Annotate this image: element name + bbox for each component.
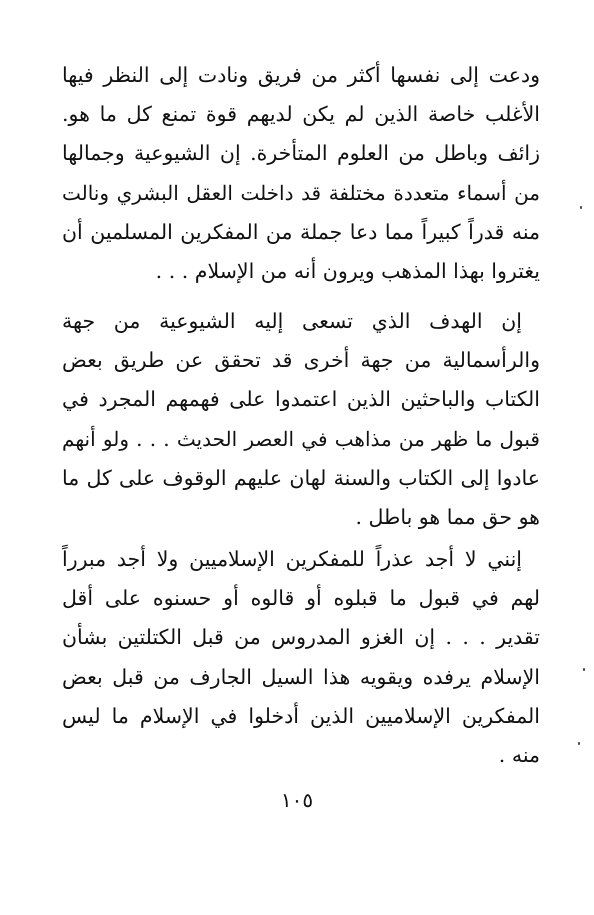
scan-speck	[583, 668, 585, 671]
text-line: إنني لا أجد عذراً للمفكرين الإسلاميين ولا أجد مبرراً	[62, 547, 522, 571]
paragraph-2	[62, 302, 540, 537]
text-line: لهم في قبول ما قبلوه أو قالوه أو حسنوه على أقل	[62, 586, 540, 611]
text-line: الأغلب خاصة الذين لم يكن لديهم قوة تمنع كل ما هو.	[62, 102, 540, 127]
text-line: ودعت إلى نفسها أكثر من فريق ونادت إلى النظر فيها	[62, 63, 540, 87]
text-line: إن الهدف الذي تسعى إليه الشيوعية من جهة	[62, 309, 522, 333]
text-line: عادوا إلى الكتاب والسنة لهان عليهم الوقوف على كل ما	[62, 465, 540, 490]
text-line: قبول ما ظهر من مذاهب في العصر الحديث . . . ولو أنهم	[62, 426, 540, 451]
text-line: والرأسمالية من جهة أخرى قد تحقق عن طريق بعض	[62, 348, 540, 373]
text-line: يغتروا بهذا المذهب ويرون أنه من الإسلام . . .	[155, 258, 540, 283]
page-number: ١٠٥	[280, 788, 314, 812]
paragraph-3	[62, 540, 540, 775]
text-line: منه قدراً كبيراً مما دعا جملة من المفكرين المسلمين أن	[62, 219, 540, 244]
text-line: زائف وباطل من العلوم المتأخرة. إن الشيوعية وجمالها	[62, 141, 540, 166]
text-line: المفكرين الإسلاميين الذين أدخلوا في الإسلام ما ليس	[62, 703, 540, 728]
scan-speck	[578, 742, 580, 745]
paragraph-1	[62, 56, 540, 291]
text-line: تقدير . . . إن الغزو المدروس من قبل الكتلتين بشأن	[62, 625, 540, 650]
text-line: هو حق مما هو باطل .	[355, 504, 540, 529]
text-line: منه .	[498, 742, 540, 767]
text-line: الإسلام يرفده ويقويه هذا السيل الجارف من قبل بعض	[62, 664, 540, 689]
scan-speck	[580, 206, 582, 209]
text-line: الكتاب والباحثين الذين اعتمدوا على فهمهم المجرد في	[62, 387, 540, 412]
text-line: من أسماء متعددة مختلفة قد داخلت العقل البشري ونالت	[62, 180, 540, 205]
